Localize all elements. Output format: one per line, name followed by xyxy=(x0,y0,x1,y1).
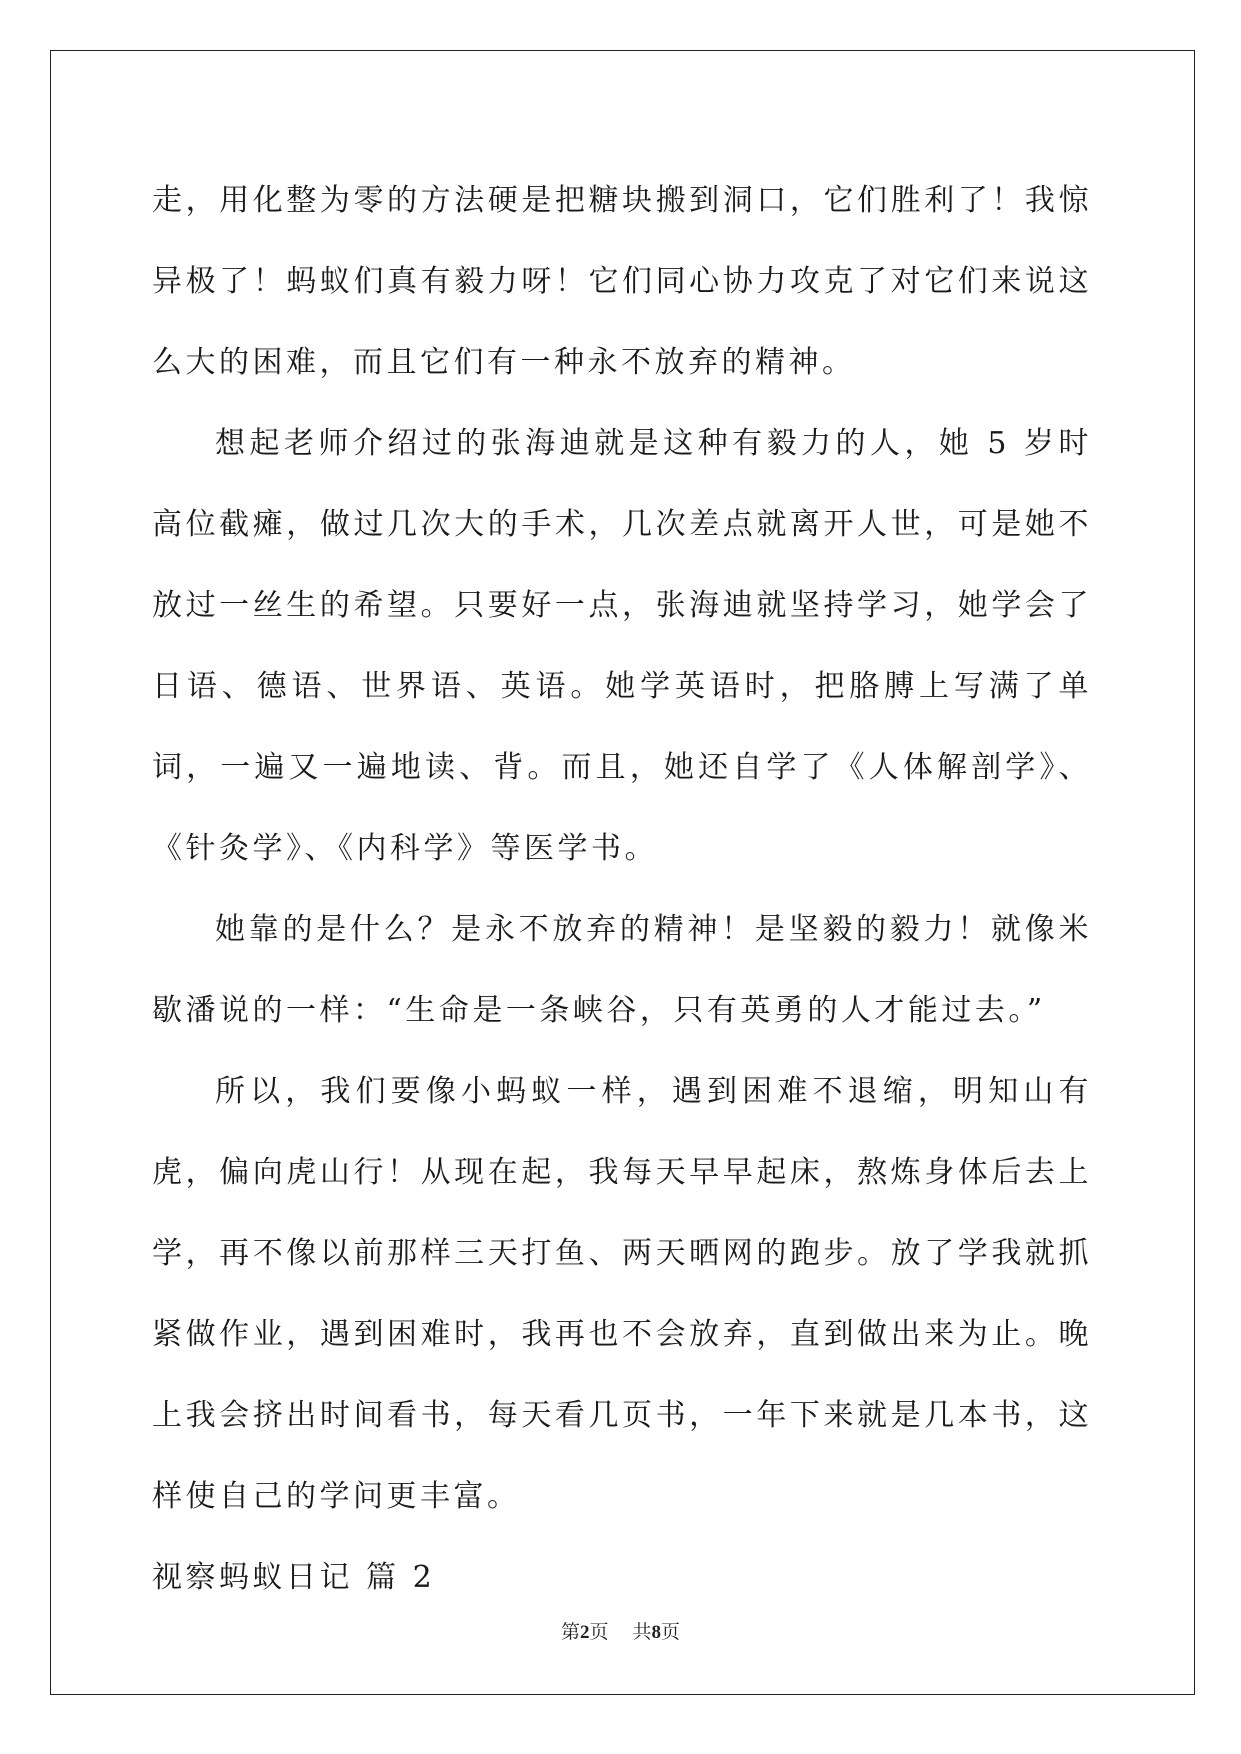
paragraph-resolution: 所以，我们要像小蚂蚁一样，遇到困难不退缩，明知山有虎，偏向虎山行！从现在起，我每天早早起床，熬炼身体后去上学，再不像以前那样三天打鱼、两天晒网的跑步。放了学我就抓紧做作业，遇到困难时，我再也不会放弃，直到做出来为止。晚上我会挤出时间看书，每天看几页书，一年下来就是几本书，这样使自己的学问更丰富。 xyxy=(152,1074,1092,1514)
paragraph-zhang-haidi: 想起老师介绍过的张海迪就是这种有毅力的人，她 5 岁时高位截瘫，做过几次大的手术，几次差点就离开人世，可是她不放过一丝生的希望。只要好一点，张海迪就坚持学习，她学会了日语、德语、世界语、英语。她学英语时，把胳膊上写满了单词，一遍又一遍地读、背。而且，她还自学了《人体解剖学》、《针灸学》、《内科学》等医学书。 xyxy=(152,426,1092,866)
footer-page-total: 8 xyxy=(651,1622,662,1643)
document-body xyxy=(152,160,1092,1618)
footer-page-suffix: 页 xyxy=(589,1621,609,1643)
section-heading: 视察蚂蚁日记 篇 2 xyxy=(152,1560,436,1595)
paragraph-continuation: 走，用化整为零的方法硬是把糖块搬到洞口，它们胜利了！我惊异极了！蚂蚁们真有毅力呀！它们同心协力攻克了对它们来说这么大的困难，而且它们有一种永不放弃的精神。 xyxy=(152,183,1092,380)
footer-page-prefix: 第 xyxy=(560,1621,580,1643)
footer-total-prefix: 共 xyxy=(632,1621,652,1643)
footer-page-current: 2 xyxy=(579,1622,590,1643)
footer-total-suffix: 页 xyxy=(661,1621,681,1643)
page-footer xyxy=(0,1617,1241,1644)
paragraph-perseverance: 她靠的是什么？是永不放弃的精神！是坚毅的毅力！就像米歇潘说的一样：“生命是一条峡谷，只有英勇的人才能过去。” xyxy=(152,912,1092,1028)
